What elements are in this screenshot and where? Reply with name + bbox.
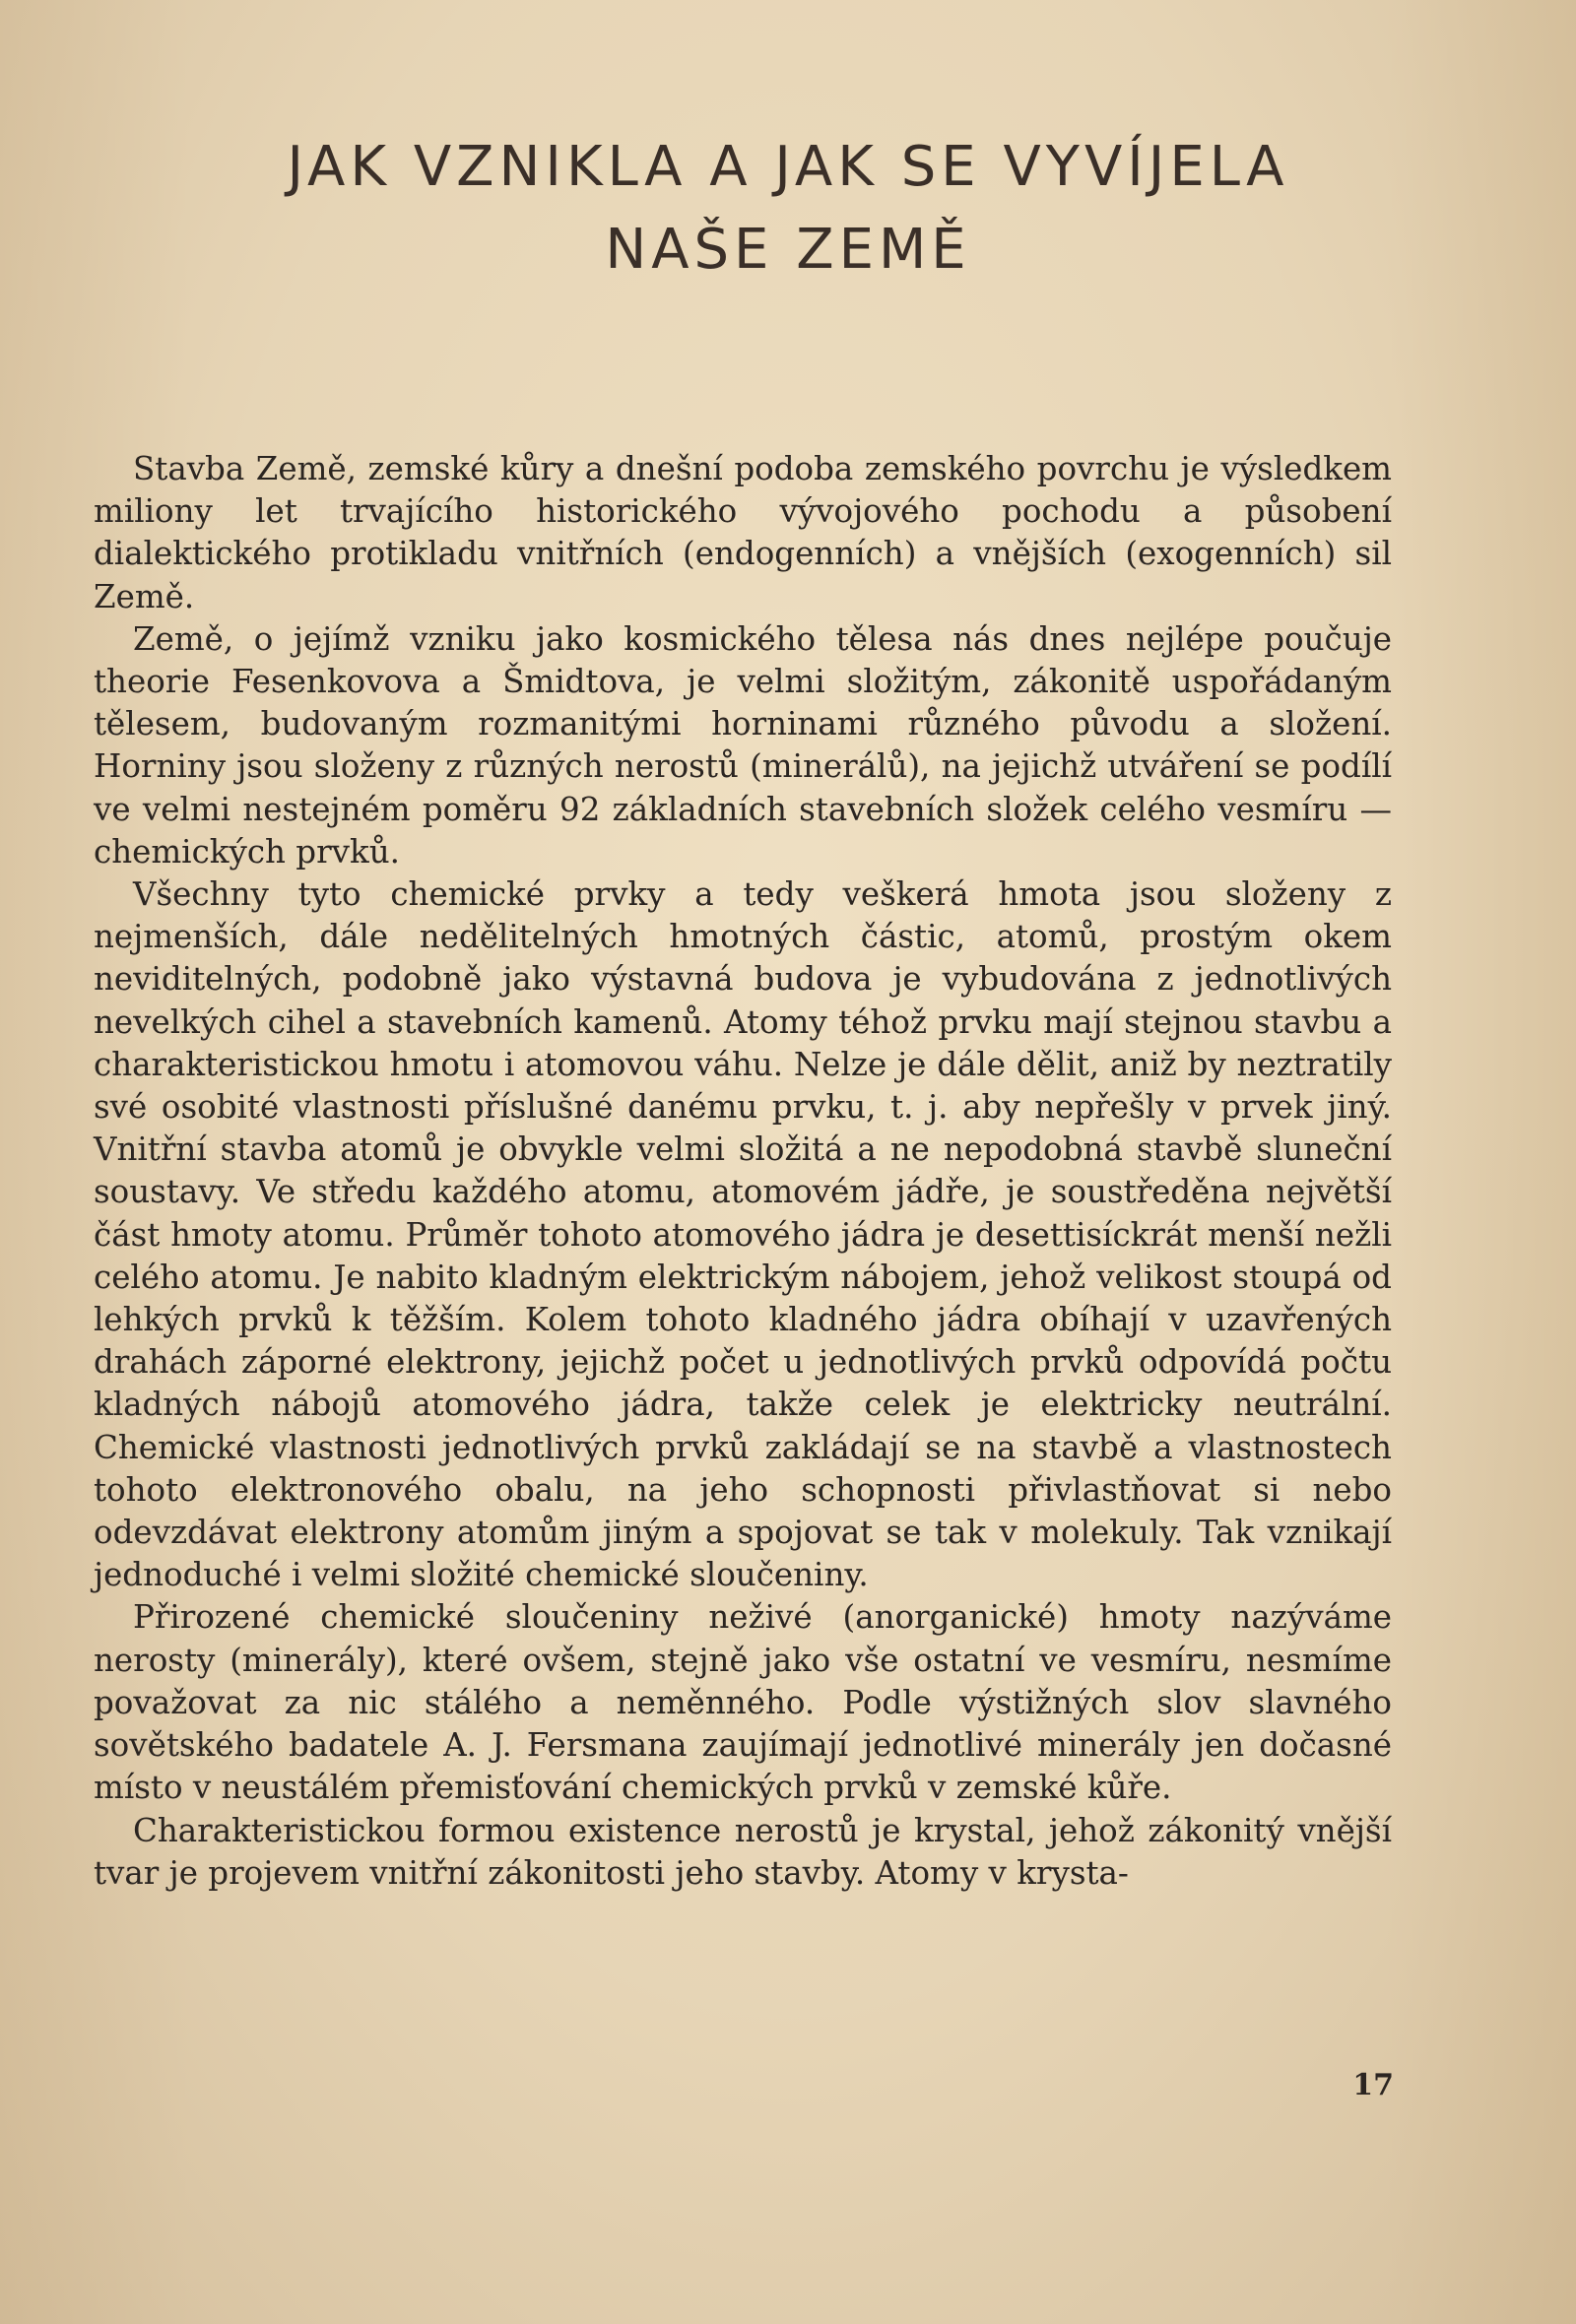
paragraph-2: Země, o jejímž vzniku jako kosmického tělesa nás dnes nejlépe poučuje theorie Fesenkovova a Šmidtova, je velmi složitým, zákonitě uspořádaným tělesem, budovaným rozmanitými horninami různého původu a složení. Horniny jsou složeny z různých nerostů (minerálů), na jejichž utváření se podílí ve velmi nestejném poměru 92 základních stavebních složek celého vesmíru — chemických prvků. [94, 619, 1392, 871]
paragraph-1: Stavba Země, zemské kůry a dnešní podoba zemského povrchu je výsledkem miliony let trvajícího historického vývojového pochodu a působení dialektického protikladu vnitřních (endogenních) a vnějších (exogenních) sil Země. [94, 450, 1392, 615]
paragraph-5: Charakteristickou formou existence nerostů je krystal, jehož zákonitý vnější tvar je projevem vnitřní zákonitosti jeho stavby. Atomy v krysta- [94, 1811, 1392, 1892]
page-number: 17 [1352, 2068, 1394, 2102]
paragraph-3: Všechny tyto chemické prvky a tedy veškerá hmota jsou složeny z nejmenších, dále nedělitelných hmotných částic, atomů, prostým okem neviditelných, podobně jako výstavná budova je vybudována z jednotlivých nevelkých cihel a stavebních kamenů. Atomy téhož prvku mají stejnou stavbu a charakteristickou hmotu i atomovou váhu. Nelze je dále dělit, aniž by neztratily své osobité vlastnosti příslušné danému prvku, t. j. aby nepřešly v prvek jiný. Vnitřní stavba atomů je obvykle velmi složitá a ne nepodobná stavbě sluneční soustavy. Ve středu každého atomu, atomovém jádře, je soustředěna největší část hmoty atomu. Průměr tohoto atomového jádra je desettisíckrát menší nežli celého atomu. Je nabito kladným elektrickým nábojem, jehož velikost stoupá od lehkých prvků k těžším. Kolem tohoto kladného jádra obíhají v uzavřených drahách záporné elektrony, jejichž počet u jednotlivých prvků odpovídá počtu kladných nábojů atomového jádra, takže celek je elektricky neutrální. Chemické vlastnosti jednotlivých prvků zakládají se na stavbě a vlastnostech tohoto elektronového obalu, na jeho schopnosti přivlastňovat si nebo odevzdávat elektrony atomům jiným a spojovat se tak v molekuly. Tak vznikají jednoduché i velmi složité chemické sloučeniny. [94, 875, 1392, 1594]
chapter-title [98, 126, 1478, 291]
chapter-title-line-1: JAK VZNIKLA A JAK SE VYVÍJELA [287, 135, 1289, 199]
body-text [94, 448, 1392, 1895]
chapter-title-line-2: NAŠE ZEMĚ [605, 218, 971, 282]
paragraph-4: Přirozené chemické sloučeniny neživé (anorganické) hmoty nazýváme nerosty (minerály), které ovšem, stejně jako vše ostatní ve vesmíru, nesmíme považovat za nic stálého a neměnného. Podle výstižných slov slavného sovětského badatele A. J. Fersmana zaujímají jednotlivé minerály jen dočasné místo v neustálém přemisťování chemických prvků v zemské kůře. [94, 1598, 1392, 1807]
